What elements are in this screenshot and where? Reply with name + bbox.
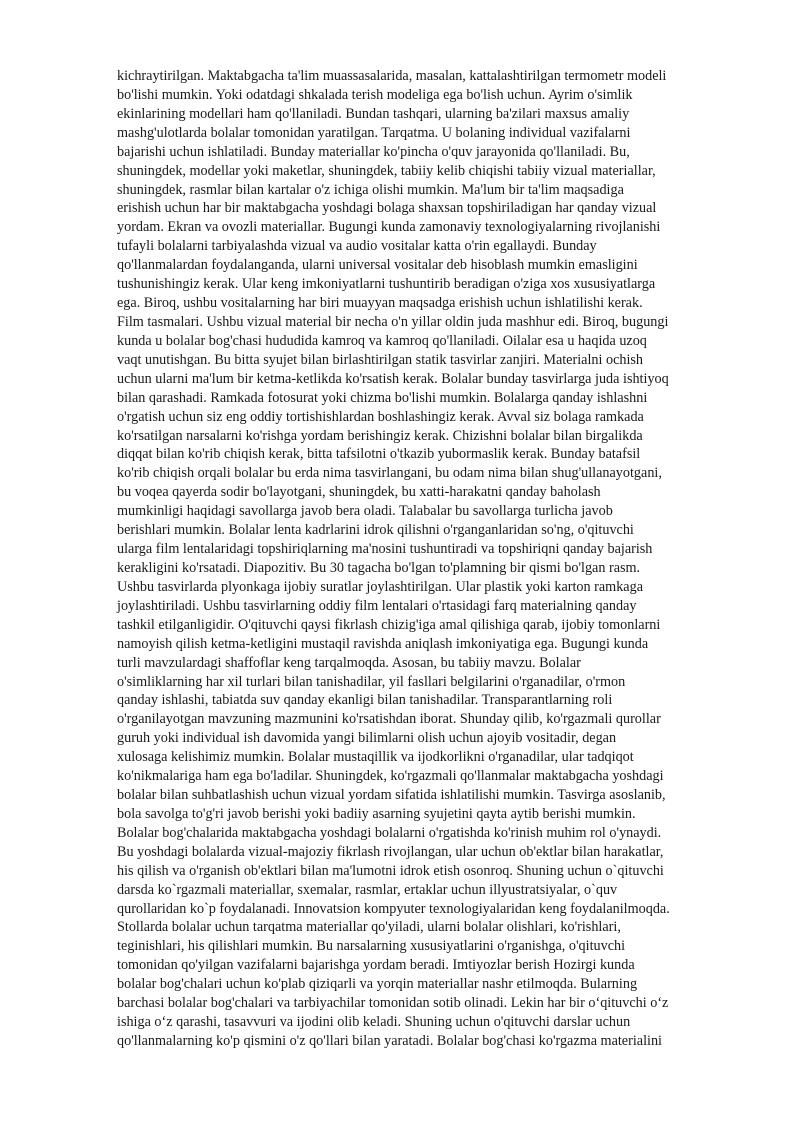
text-line: bolalar bilan suhbatlashish uchun vizual yordam sifatida ishlatilishi mumkin. Tasvirga asoslanib, — [117, 787, 666, 804]
body-text — [117, 67, 741, 1051]
text-line: tushunishingiz kerak. Ular keng imkoniyatlarni tushuntirib beradigan o'ziga xos xususiyatlarga — [117, 276, 656, 293]
text-line: turli mavzulardagi shaffoflar keng tarqalmoqda. Asosan, bu tabiiy mavzu. Bolalar — [117, 654, 581, 671]
text-line: bola savolga to'g'ri javob berishi yoki badiiy asarning syujetini qayta aytib berishi mumkin. — [117, 805, 636, 822]
text-line: ekinlarining modellari ham qo'llaniladi. Bundan tashqari, ularning ba'zilari maxsus amaliy — [117, 105, 630, 122]
text-line: mumkinligi haqidagi savollarga javob bera oladi. Talabalar bu savollarga turlicha javob — [117, 503, 613, 520]
text-line: mashg'ulotlarda bolalar tomonidan yaratilgan. Tarqatma. U bolaning individual vazifalarni — [117, 124, 631, 141]
text-line: bo'lishi mumkin. Yoki odatdagi shkalada terish modeliga ega bo'lish uchun. Ayrim o'simlik — [117, 86, 633, 103]
text-line: tufayli bolalarni tarbiyalashda vizual va audio vositalar katta o'rin egallaydi. Bunday — [117, 238, 597, 255]
text-line: ko'nikmalariga ham ega bo'ladilar. Shuningdek, ko'rgazmali qo'llanmalar maktabgacha yoshdagi — [117, 768, 664, 785]
text-line: bajarishi uchun ishlatiladi. Bunday materiallar ko'pincha o'quv jarayonida qo'llaniladi. Bu, — [117, 143, 630, 160]
text-line: Bolalar bog'chalarida maktabgacha yoshdagi bolalarni o'rgatishda ko'rinish muhim rol o'ynaydi. — [117, 824, 662, 841]
text-line: shuningdek, modellar yoki maketlar, shuningdek, tabiiy kelib chiqishi tabiiy vizual materiallar, — [117, 162, 656, 179]
text-line: uchun ularni ma'lum bir ketma-ketlikda ko'rsatish kerak. Bolalar bunday tasvirlarga juda ishtiyoq — [117, 370, 669, 387]
text-line: berishlari mumkin. Bolalar lenta kadrlarini idrok qilishni o'rganganlaridan so'ng, o'qituvchi — [117, 522, 634, 539]
text-line: ega. Biroq, ushbu vositalarning har biri muayyan maqsadga erishish uchun ishlatilishi kerak. — [117, 295, 643, 312]
text-line: qanday ishlashi, tabiatda suv qanday ekanligi bilan tanishadilar. Transparantlarning roli — [117, 692, 613, 709]
text-line: his qilish va o'rganish ob'ektlari bilan ma'lumotni idrok etish osonroq. Shuning uchun o`qituvchi — [117, 862, 664, 879]
text-line: o'rganilayotgan mavzuning mazmunini ko'rsatishdan iborat. Shunday qilib, ko'rgazmali qurollar — [117, 711, 661, 728]
text-line: erishish uchun har bir maktabgacha yoshdagi bolaga shaxsan topshiriladigan har qanday vizual — [117, 200, 657, 217]
text-line: kunda u bolalar bog'chasi hududida kamroq va kamroq qo'llaniladi. Oilalar esa u haqida uzoq — [117, 332, 647, 349]
text-line: teginishlari, his qilishlari mumkin. Bu narsalarning xususiyatlarini o'rganishga, o'qituvchi — [117, 938, 626, 955]
text-line: bu voqea qayerda sodir bo'layotgani, shuningdek, bu xatti-harakatni qanday baholash — [117, 484, 601, 501]
text-line: qo'llanmalardan foydalanganda, ularni universal vositalar deb hisoblash mumkin emasligini — [117, 257, 638, 274]
text-line: guruh yoki individual ish davomida yangi bilimlarni olish uchun ajoyib vositadir, degan — [117, 730, 617, 747]
text-line: barchasi bolalar bog'chalari va tarbiyachilar tomonidan sotib olinadi. Lekin har bir o‘qituvchi o‘z — [117, 995, 669, 1012]
text-line: darsda ko`rgazmali materiallar, sxemalar, rasmlar, ertaklar uchun illyustratsiyalar, o`quv — [117, 881, 618, 898]
text-line: Film tasmalari. Ushbu vizual material bir necha o'n yillar oldin juda mashhur edi. Biroq, bugungi — [117, 313, 669, 330]
text-line: shuningdek, rasmlar bilan kartalar o'z ichiga olishi mumkin. Ma'lum bir ta'lim maqsadiga — [117, 181, 624, 198]
text-line: tomonidan qo'yilgan vazifalarni bajarishga yordam beradi. Imtiyozlar berish Hozirgi kunda — [117, 957, 635, 974]
text-line: ularga film lentalaridagi topshiriqlarning ma'nosini tushuntiradi va topshiriqni qanday bajarish — [117, 541, 653, 558]
text-line: kerakligini ko'rsatadi. Diapozitiv. Bu 30 tagacha bo'lgan to'plamning bir qismi bo'lgan rasm. — [117, 559, 641, 576]
text-line: Ushbu tasvirlarda plyonkaga ijobiy suratlar joylashtirilgan. Ular plastik yoki karton ramkaga — [117, 578, 643, 595]
text-line: bolalar bog'chalari uchun ko'plab qiziqarli va yorqin materiallar nashr etilmoqda. Bularning — [117, 976, 638, 993]
text-line: ishiga o‘z qarashi, tasavvuri va ijodini olib keladi. Shuning uchun o'qituvchi darslar uchun — [117, 1014, 631, 1031]
text-line: o'simliklarning har xil turlari bilan tanishadilar, yil fasllari belgilarini o'rganadilar, o'rmon — [117, 673, 626, 690]
text-line: joylashtiriladi. Ushbu tasvirlarning oddiy film lentalari o'rtasidagi farq materialning qanday — [117, 597, 637, 614]
text-line: ko'rsatilgan narsalarni ko'rishga yordam berishingiz kerak. Chizishni bolalar bilan birgalikda — [117, 427, 643, 444]
text-line: Stollarda bolalar uchun tarqatma materiallar qo'yiladi, ularni bolalar olishlari, ko'rishlari, — [117, 919, 621, 936]
text-line: kichraytirilgan. Maktabgacha ta'lim muassasalarida, masalan, kattalashtirilgan termometr modeli — [117, 68, 667, 84]
text-line: tashkil etilganligidir. O'qituvchi qaysi fikrlash chizig'iga amal qilishiga qarab, ijobiy tomonlarni — [117, 616, 661, 633]
text-line: Bu yoshdagi bolalarda vizual-majoziy fikrlash rivojlangan, ular uchun ob'ektlar bilan harakatlar, — [117, 843, 664, 860]
text-line: yordam. Ekran va ovozli materiallar. Bugungi kunda zamonaviy texnologiyalarning rivojlanishi — [117, 219, 661, 236]
text-line: qurollaridan ko`p foydalanadi. Innovatsion kompyuter texnologiyalaridan keng foydalanilmoqda. — [117, 900, 670, 917]
text-line: xulosaga kelishimiz mumkin. Bolalar mustaqillik va ijodkorlikni o'rganadilar, ular tadqiqot — [117, 749, 634, 766]
text-line: namoyish qilish ketma-ketligini mustaqil ravishda aniqlash imkoniyatiga ega. Bugungi kunda — [117, 635, 649, 652]
text-line: ko'rib chiqish orqali bolalar bu erda nima tasvirlangani, bu odam nima bilan shug'ullanayotgani, — [117, 465, 662, 482]
text-line: vaqt unutishgan. Bu bitta syujet bilan birlashtirilgan statik tasvirlar zanjiri. Materialni ochish — [117, 351, 644, 368]
text-line: o'rgatish uchun siz eng oddiy tortishishlardan boshlashingiz kerak. Avval siz bolaga ramkada — [117, 408, 644, 425]
text-line: qo'llanmalarning ko'p qismini o'z qo'llari bilan yaratadi. Bolalar bog'chasi ko'rgazma materialini — [117, 1033, 662, 1050]
text-line: bilan qarashadi. Ramkada fotosurat yoki chizma bo'lishi mumkin. Bolalarga qanday ishlashni — [117, 389, 648, 406]
text-line: diqqat bilan ko'rib chiqish kerak, bitta tafsilotni o'tkazib yubormaslik kerak. Bunday batafsil — [117, 446, 641, 463]
